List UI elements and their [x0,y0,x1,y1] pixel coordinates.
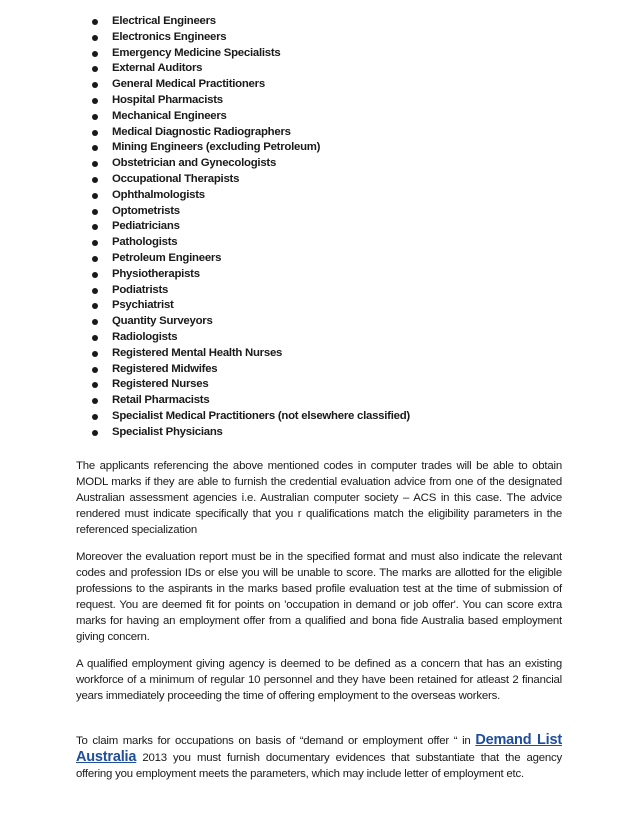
bullet-icon [92,335,98,341]
bullet-icon [92,98,98,104]
occupation-name: Obstetrician and Gynecologists [112,157,277,170]
bullet-icon [92,66,98,72]
list-item [90,125,410,141]
list-item [90,267,410,283]
list-item [90,204,410,220]
occupation-name: Electronics Engineers [112,30,227,43]
list-item [90,77,410,93]
bullet-icon [92,351,98,357]
occupation-name: General Medical Practitioners [112,78,265,91]
occupation-name: Mining Engineers (excluding Petroleum) [112,141,321,154]
list-item [90,409,410,425]
occupation-name: Registered Mental Health Nurses [112,346,283,359]
list-item [90,362,410,378]
occupation-name: Pediatricians [112,220,180,233]
list-item [90,393,410,409]
bullet-icon [92,209,98,215]
bullet-icon [92,193,98,199]
occupation-name: Psychiatrist [112,299,174,312]
occupation-name: Occupational Therapists [112,172,240,185]
bullet-icon [92,414,98,420]
bullet-icon [92,256,98,262]
occupation-name: Hospital Pharmacists [112,93,223,106]
list-item [90,14,410,30]
list-item [90,30,410,46]
occupation-name: Emergency Medicine Specialists [112,46,281,59]
list-item [90,346,410,362]
occupation-name: Radiologists [112,330,178,343]
list-item [90,425,410,441]
paragraph-demand-list [76,733,562,783]
occupation-name: Pathologists [112,236,178,249]
bullet-icon [92,303,98,309]
occupation-name: Mechanical Engineers [112,109,227,122]
bullet-icon [92,240,98,246]
bullet-icon [92,177,98,183]
bullet-icon [92,130,98,136]
occupation-name: Ophthalmologists [112,188,205,201]
list-item [90,330,410,346]
occupation-name: Optometrists [112,204,180,217]
occupation-name: Registered Nurses [112,378,209,391]
list-item [90,156,410,172]
paragraph-demand-list-intro: To claim marks for occupations on basis of “demand or employment offer “ in [76,735,476,747]
list-item [90,377,410,393]
paragraph-employment-agency: A qualified employment giving agency is deemed to be defined as a concern that has an existing workforce of a minimum of regular 10 personnel and they have been retained for atleast 2 financial years immediately proceeding the time of offering employment to the overseas workers. [76,658,562,702]
paragraph-evaluation-report: Moreover the evaluation report must be in the specified format and must also indicate the relevant codes and profession IDs or else you will be unable to score. The marks are allotted for the eligible professions to the aspirants in the marks based profile evaluation test at the time of submission of request. You are deemed fit for points on 'occupation in demand or job offer'. You can score extra marks for having an employment offer from a qualified and bona fide Australia based employment giving concern. [76,551,562,643]
occupation-name: Specialist Physicians [112,425,223,438]
list-item [90,251,410,267]
bullet-icon [92,82,98,88]
list-item [90,283,410,299]
paragraph-acs-evaluation: The applicants referencing the above mentioned codes in computer trades will be able to obtain MODL marks if they are able to furnish the credential evaluation advice from one of the designated Australian assessment agencies i.e. Australian computer society – ACS in this case. The advice rendered must indicate specifically that you r qualifications match the eligibility parameters in the referenced specialization [76,460,562,536]
bullet-icon [92,430,98,436]
occupation-name: Petroleum Engineers [112,251,222,264]
bullet-icon [92,35,98,41]
list-item [90,235,410,251]
occupation-name: Registered Midwifes [112,362,218,375]
demand-list-australia-link[interactable]: Demand List Australia [76,732,562,765]
bullet-icon [92,382,98,388]
list-item [90,61,410,77]
list-item [90,219,410,235]
bullet-icon [92,145,98,151]
bullet-icon [92,367,98,373]
occupation-name: Electrical Engineers [112,15,216,27]
bullet-icon [92,272,98,278]
list-item [90,109,410,125]
occupation-name: Retail Pharmacists [112,394,210,407]
bullet-icon [92,224,98,230]
bullet-icon [92,161,98,167]
list-item [90,140,410,156]
occupation-name: Specialist Medical Practitioners (not elsewhere classified) [112,409,410,422]
occupation-list [90,14,410,441]
bullet-icon [92,398,98,404]
occupation-name: External Auditors [112,62,203,75]
list-item [90,46,410,62]
list-item [90,93,410,109]
occupation-name: Quantity Surveyors [112,315,213,328]
bullet-icon [92,51,98,57]
bullet-icon [92,19,98,25]
paragraph-demand-list-rest: 2013 you must furnish documentary evidences that substantiate that the agency offering you employment meets the parameters, which may include letter of employment etc. [76,751,562,780]
list-item [90,172,410,188]
bullet-icon [92,319,98,325]
occupation-name: Podiatrists [112,283,169,296]
bullet-icon [92,114,98,120]
occupation-name: Physiotherapists [112,267,200,280]
list-item [90,298,410,314]
occupation-name: Medical Diagnostic Radiographers [112,125,291,138]
bullet-icon [92,288,98,294]
list-item [90,314,410,330]
list-item [90,188,410,204]
